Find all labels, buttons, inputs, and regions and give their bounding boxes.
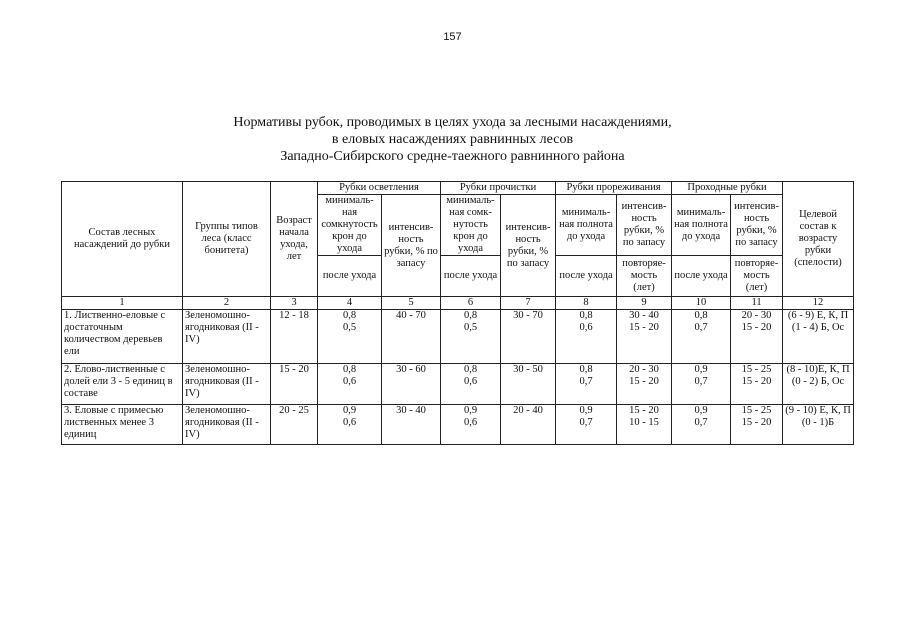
header-group-prochistka: Рубки прочистки xyxy=(441,182,556,195)
cell-min-somk-2: 0,9 0,6 xyxy=(441,405,501,445)
header-vozrast: Возраст начала ухода, лет xyxy=(271,182,318,297)
cell-min-poln: 0,8 0,7 xyxy=(556,364,617,405)
cell-celevoy: (8 - 10)Е, К, П (0 - 2) Б, Ос xyxy=(783,364,854,405)
cell-sostav: 3. Еловые с примесью лиственных менее 3 единиц xyxy=(62,405,183,445)
title-line-1: Нормативы рубок, проводимых в целях ухода за лесными насаждениями, xyxy=(233,115,672,130)
header-posle-3: после ухода xyxy=(556,256,617,297)
header-gruppy: Группы типов леса (класс бонитета) xyxy=(183,182,271,297)
col-number: 7 xyxy=(501,297,556,310)
cell-intens-2: 20 - 40 xyxy=(501,405,556,445)
cell-gruppa: Зеленомошно-ягодниковая (II - IV) xyxy=(183,405,271,445)
col-number: 2 xyxy=(183,297,271,310)
norms-table xyxy=(61,181,854,445)
col-number: 6 xyxy=(441,297,501,310)
header-povtor-1: повторяе-мость (лет) xyxy=(617,256,672,297)
header-sostav: Состав лесных насаждений до рубки xyxy=(62,182,183,297)
cell-min-somk-2: 0,8 0,5 xyxy=(441,310,501,364)
header-min-poln: минималь-ная полнота до ухода xyxy=(556,195,617,256)
cell-intens-4: 20 - 30 15 - 20 xyxy=(731,310,783,364)
cell-sostav: 2. Елово-лиственные с долей ели 3 - 5 единиц в составе xyxy=(62,364,183,405)
header-celevoy: Целевой состав к возрасту рубки (спелости) xyxy=(783,182,854,297)
cell-intens: 30 - 40 xyxy=(382,405,441,445)
cell-min-poln: 0,8 0,6 xyxy=(556,310,617,364)
header-intens-2: интенсив-ность рубки, % по запасу xyxy=(501,195,556,297)
header-posle-2: после ухода xyxy=(441,256,501,297)
cell-intens-4: 15 - 25 15 - 20 xyxy=(731,405,783,445)
cell-celevoy: (6 - 9) Е, К, П (1 - 4) Б, Ос xyxy=(783,310,854,364)
column-number-row xyxy=(62,297,854,310)
cell-intens-2: 30 - 50 xyxy=(501,364,556,405)
col-number: 11 xyxy=(731,297,783,310)
title-line-3: Западно-Сибирского средне-таежного равнинного района xyxy=(280,149,625,164)
cell-intens-2: 30 - 70 xyxy=(501,310,556,364)
page-number: 157 xyxy=(443,31,462,43)
cell-intens-3: 15 - 20 10 - 15 xyxy=(617,405,672,445)
cell-min-poln-2: 0,8 0,7 xyxy=(672,310,731,364)
cell-intens-3: 30 - 40 15 - 20 xyxy=(617,310,672,364)
col-number: 10 xyxy=(672,297,731,310)
header-intens-4: интенсив-ность рубки, % по запасу xyxy=(731,195,783,256)
cell-celevoy: (9 - 10) Е, К, П (0 - 1)Б xyxy=(783,405,854,445)
col-number: 8 xyxy=(556,297,617,310)
table-row xyxy=(62,310,854,364)
cell-min-poln: 0,9 0,7 xyxy=(556,405,617,445)
table-row xyxy=(62,405,854,445)
cell-min-somk: 0,9 0,6 xyxy=(318,405,382,445)
cell-min-somk: 0,8 0,5 xyxy=(318,310,382,364)
col-number: 9 xyxy=(617,297,672,310)
cell-intens: 30 - 60 xyxy=(382,364,441,405)
col-number: 3 xyxy=(271,297,318,310)
col-number: 4 xyxy=(318,297,382,310)
header-group-prorezhivanie: Рубки прореживания xyxy=(556,182,672,195)
cell-min-somk-2: 0,8 0,6 xyxy=(441,364,501,405)
header-group-osvetlenie: Рубки осветления xyxy=(318,182,441,195)
title-line-2: в еловых насаждениях равнинных лесов xyxy=(331,132,574,147)
header-min-somk: минималь-ная сомкнутость крон до ухода xyxy=(318,195,382,256)
cell-min-somk: 0,8 0,6 xyxy=(318,364,382,405)
cell-vozrast: 20 - 25 xyxy=(271,405,318,445)
cell-intens-4: 15 - 25 15 - 20 xyxy=(731,364,783,405)
table-row xyxy=(62,364,854,405)
cell-min-poln-2: 0,9 0,7 xyxy=(672,364,731,405)
cell-intens-3: 20 - 30 15 - 20 xyxy=(617,364,672,405)
header-posle-4: после ухода xyxy=(672,256,731,297)
header-posle-1: после ухода xyxy=(318,256,382,297)
col-number: 1 xyxy=(62,297,183,310)
cell-gruppa: Зеленомошно-ягодниковая (II - IV) xyxy=(183,364,271,405)
header-min-poln-2: минималь-ная полнота до ухода xyxy=(672,195,731,256)
header-intens: интенсив-ность рубки, % по запасу xyxy=(382,195,441,297)
col-number: 5 xyxy=(382,297,441,310)
header-min-somk-2: минималь-ная сомк-нутость крон до ухода xyxy=(441,195,501,256)
cell-min-poln-2: 0,9 0,7 xyxy=(672,405,731,445)
col-number: 12 xyxy=(783,297,854,310)
cell-sostav: 1. Лиственно-еловые с достаточным количеством деревьев ели xyxy=(62,310,183,364)
header-povtor-2: повторяе-мость (лет) xyxy=(731,256,783,297)
document-title xyxy=(0,114,905,165)
header-group-prohodnye: Проходные рубки xyxy=(672,182,783,195)
header-intens-3: интенсив-ность рубки, % по запасу xyxy=(617,195,672,256)
cell-intens: 40 - 70 xyxy=(382,310,441,364)
cell-vozrast: 15 - 20 xyxy=(271,364,318,405)
cell-gruppa: Зеленомошно-ягодниковая (II - IV) xyxy=(183,310,271,364)
cell-vozrast: 12 - 18 xyxy=(271,310,318,364)
